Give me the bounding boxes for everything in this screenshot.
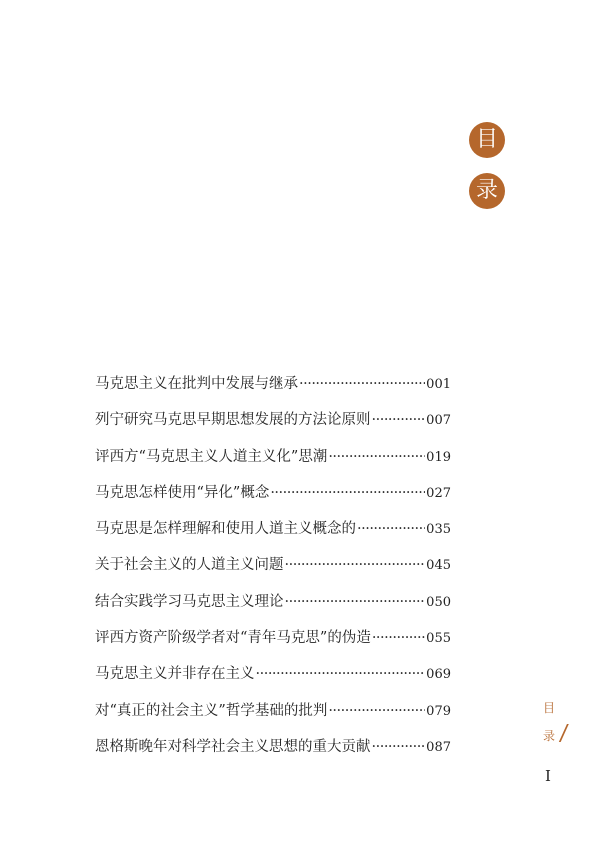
toc-entry-page: 019: [426, 449, 451, 465]
toc-entry-page: 050: [426, 594, 451, 610]
toc-entry-title: 结合实践学习马克思主义理论: [95, 593, 284, 610]
toc-entry-page: 055: [426, 631, 451, 647]
toc-entry-title: 对“真正的社会主义”哲学基础的批判: [95, 702, 328, 719]
toc-entry[interactable]: [95, 443, 451, 479]
toc-dot-leader: [372, 733, 426, 761]
toc-entry[interactable]: [95, 660, 451, 696]
toc-entry-title: 马克思怎样使用“异化”概念: [95, 484, 270, 501]
toc-dot-leader: [299, 370, 425, 398]
toc-entry-title: 列宁研究马克思早期思想发展的方法论原则: [95, 412, 371, 429]
toc-entry[interactable]: [95, 697, 451, 733]
toc-entry[interactable]: [95, 479, 451, 515]
toc-entry-page: 001: [426, 377, 451, 392]
toc-entry-title: 马克思是怎样理解和使用人道主义概念的: [95, 521, 356, 538]
toc-entry[interactable]: [95, 406, 451, 442]
toc-entry[interactable]: [95, 733, 451, 769]
running-head-char-2: 录: [543, 729, 556, 743]
toc-dot-leader: [270, 479, 425, 507]
table-of-contents: [95, 370, 451, 769]
toc-entry-page: 079: [426, 703, 451, 719]
toc-dot-leader: [372, 624, 425, 652]
toc-entry-title: 评西方资产阶级学者对“青年马克思”的伪造: [95, 630, 371, 647]
toc-dot-leader: [256, 660, 426, 688]
toc-entry[interactable]: [95, 588, 451, 624]
toc-entry[interactable]: [95, 515, 451, 551]
toc-entry-page: 007: [426, 413, 451, 429]
toc-entry-title: 关于社会主义的人道主义问题: [95, 557, 284, 574]
toc-entry-page: 045: [426, 558, 451, 574]
contents-heading-char-1: 目: [469, 122, 505, 158]
toc-entry-title: 评西方“马克思主义人道主义化”思潮: [95, 448, 328, 465]
contents-heading-char-2: 录: [469, 173, 505, 209]
running-head-char-1: 目: [543, 701, 556, 715]
toc-entry-page: 087: [426, 739, 451, 755]
running-head-separator: /: [558, 721, 570, 746]
toc-dot-leader: [357, 515, 425, 543]
toc-dot-leader: [328, 697, 425, 725]
page-number: I: [545, 767, 551, 785]
toc-entry-page: 035: [426, 522, 451, 538]
toc-dot-leader: [285, 588, 426, 616]
toc-entry-title: 恩格斯晚年对科学社会主义思想的重大贡献: [95, 738, 371, 755]
toc-entry[interactable]: [95, 370, 451, 406]
toc-entry[interactable]: [95, 551, 451, 587]
toc-entry-page: 027: [426, 485, 451, 501]
toc-dot-leader: [285, 551, 426, 579]
toc-entry-title: 马克思主义并非存在主义: [95, 666, 255, 683]
toc-entry-title: 马克思主义在批判中发展与继承: [95, 376, 298, 392]
toc-entry[interactable]: [95, 624, 451, 660]
toc-dot-leader: [328, 443, 425, 471]
toc-entry-page: 069: [426, 667, 451, 683]
toc-dot-leader: [372, 406, 426, 434]
